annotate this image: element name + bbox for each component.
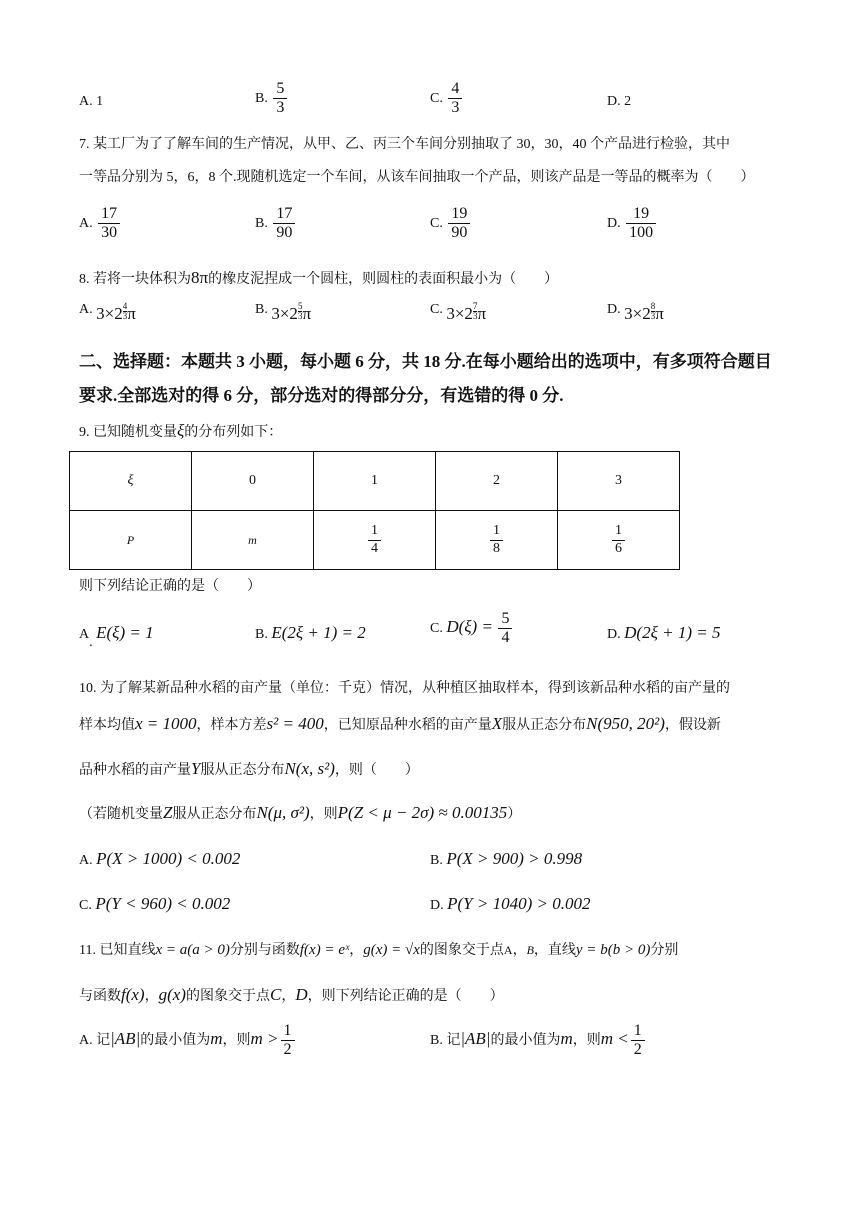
table-cell xyxy=(314,511,436,570)
fraction xyxy=(448,80,462,118)
fraction xyxy=(498,610,512,648)
q10-stem-line2 xyxy=(79,714,721,734)
q10-stem-line3 xyxy=(79,759,419,779)
normal-distribution: N(μ, σ²) xyxy=(256,803,310,822)
q10-stem-line1: 10. 为了解某新品种水稻的亩产量（单位：千克）情况，从种植区抽取样本，得到该新品种水稻的亩产量的 xyxy=(79,681,730,696)
stem-text: 服从正态分布 xyxy=(200,763,285,778)
q9-followup: 则下列结论正确的是（ ） xyxy=(79,579,261,594)
option-expression: P(Y < 960) < 0.002 xyxy=(95,894,231,913)
stem-text: 的最小值为 xyxy=(140,1033,211,1049)
exp-den: 3 xyxy=(472,311,478,321)
q6-option-c xyxy=(430,80,464,118)
abs-ab: |AB| xyxy=(110,1029,141,1049)
line-equation: y = b(b > 0) xyxy=(575,942,651,958)
option-label: A. xyxy=(79,302,93,317)
option-label: C. xyxy=(430,621,443,637)
option-label: B. xyxy=(255,216,268,232)
stem-text: ，则 xyxy=(309,807,338,822)
option-label: C. xyxy=(430,91,443,107)
q9-option-d xyxy=(607,623,720,643)
q9-option-c xyxy=(430,610,514,648)
sample-mean: x = 1000 xyxy=(135,714,197,733)
numerator: 1 xyxy=(615,523,622,539)
numerator: 1 xyxy=(493,523,500,539)
pi: π xyxy=(127,304,136,323)
stem-text: 与函数 xyxy=(79,989,121,1004)
stem-text: 分别与函数 xyxy=(229,943,300,958)
q7-option-d xyxy=(607,205,658,243)
normal-distribution: N(950, 20²) xyxy=(586,714,665,733)
variable-xi: ξ xyxy=(177,421,185,440)
table-row-probabilities xyxy=(70,511,680,570)
option-label: B. xyxy=(255,91,268,107)
stem-text: ， xyxy=(512,943,527,958)
stem-text: 的橡皮泥捏成一个圆柱，则圆柱的表面积最小为（ ） xyxy=(208,272,559,287)
variable-z: Z xyxy=(163,803,173,822)
option-expression: D(2ξ + 1) = 5 xyxy=(624,623,721,642)
fraction xyxy=(98,205,120,243)
denominator: 8 xyxy=(490,540,503,557)
line-equation: x = a(a > 0) xyxy=(155,942,230,958)
option-label: A. 记 xyxy=(79,1033,111,1049)
point-d: D xyxy=(295,985,308,1004)
stem-text: 的分布列如下： xyxy=(184,425,283,440)
stem-text: ，则 xyxy=(572,1033,601,1049)
option-dot: . xyxy=(89,635,93,650)
table-cell: 1 xyxy=(314,452,436,511)
stem-text: ，已知原品种水稻的亩产量 xyxy=(323,718,492,733)
exp-den: 3 xyxy=(650,311,656,321)
q10-option-b xyxy=(430,849,582,869)
numerator: 19 xyxy=(633,205,650,222)
q8-option-d xyxy=(607,302,664,324)
fraction xyxy=(490,523,503,556)
stem-text: （若随机变量 xyxy=(79,807,163,822)
option-label: B. 记 xyxy=(430,1033,461,1049)
fraction xyxy=(273,205,295,243)
inequality: m < xyxy=(600,1029,629,1049)
stem-text: 9. 已知随机变量 xyxy=(79,425,177,440)
numerator: 5 xyxy=(276,80,285,97)
table-cell: ξ xyxy=(70,452,192,511)
point-b: B xyxy=(526,943,534,957)
q9-option-a xyxy=(79,623,154,650)
exp-num: 7 xyxy=(472,301,478,311)
q10-option-c xyxy=(79,894,230,914)
inequality: m > xyxy=(250,1029,279,1049)
section-heading-line2: 要求.全部选对的得 6 分，部分选对的得部分分，有选错的得 0 分. xyxy=(79,386,564,405)
denominator: 90 xyxy=(273,223,295,242)
fraction xyxy=(448,205,470,243)
point-a: A xyxy=(503,943,513,957)
option-label: D. xyxy=(607,302,621,317)
table-cell: 2 xyxy=(436,452,558,511)
option-label: A xyxy=(79,627,90,642)
function-f: f(x) = eˣ xyxy=(299,942,350,958)
exp-num: 5 xyxy=(297,301,303,311)
q7-option-c xyxy=(430,205,472,243)
q9-stem xyxy=(79,421,282,441)
numerator: 1 xyxy=(633,1022,642,1039)
numerator: 1 xyxy=(283,1022,292,1039)
volume-value: 8π xyxy=(191,268,209,287)
numerator: 17 xyxy=(276,205,293,222)
numerator: 4 xyxy=(451,80,460,97)
stem-text: ， xyxy=(281,989,296,1004)
option-expression: D(ξ) = xyxy=(446,617,493,637)
q7-stem-line1: 7. 某工厂为了了解车间的生产情况，从甲、乙、丙三个车间分别抽取了 30，30，40 个产品进行检验，其中 xyxy=(79,137,730,152)
stem-text: ，则（ ） xyxy=(334,763,419,778)
option-label: C. xyxy=(79,898,92,913)
base: 3×2 xyxy=(96,304,123,323)
function-f: f(x) xyxy=(121,985,145,1004)
q8-stem xyxy=(79,268,558,288)
stem-text: ，样本方差 xyxy=(196,718,267,733)
q11-option-a xyxy=(79,1022,297,1060)
denominator: 2 xyxy=(631,1040,645,1059)
q7-option-b xyxy=(255,205,297,243)
q6-option-d: D. 2 xyxy=(607,94,632,109)
fraction xyxy=(281,1022,295,1060)
variable-x: X xyxy=(491,714,503,733)
denominator: 100 xyxy=(626,223,656,242)
function-g: g(x) = √x xyxy=(363,942,420,958)
q8-option-a xyxy=(79,302,136,324)
denominator: 3 xyxy=(273,98,287,117)
option-expression: E(2ξ + 1) = 2 xyxy=(271,623,366,642)
stem-text: 的图象交于点 xyxy=(185,989,270,1004)
stem-text: 服从正态分布 xyxy=(172,807,257,822)
exp-num: 4 xyxy=(122,301,128,311)
denominator: 30 xyxy=(98,223,120,242)
numerator: 5 xyxy=(501,610,510,627)
denominator: 3 xyxy=(448,98,462,117)
q11-option-b xyxy=(430,1022,647,1060)
q10-option-d xyxy=(430,894,590,914)
q11-stem-line2 xyxy=(79,985,504,1005)
numerator: 1 xyxy=(371,523,378,539)
option-label: B. xyxy=(255,302,268,317)
option-label: D. xyxy=(607,216,621,232)
fraction xyxy=(626,205,656,243)
q10-note xyxy=(79,803,521,823)
pi: π xyxy=(477,304,487,323)
stem-text: 分别 xyxy=(650,943,679,958)
fraction xyxy=(631,1022,645,1060)
q6-option-a: A. 1 xyxy=(79,94,104,109)
base: 3×2 xyxy=(446,304,473,323)
stem-text: ，则下列结论正确的是（ ） xyxy=(307,989,504,1004)
exp-den: 3 xyxy=(122,311,128,321)
point-c: C xyxy=(269,985,282,1004)
denominator: 2 xyxy=(281,1040,295,1059)
stem-text: ，则 xyxy=(222,1033,251,1049)
fraction xyxy=(273,80,287,118)
stem-text: ，直线 xyxy=(533,943,576,958)
variable-m: m xyxy=(210,1029,223,1049)
denominator: 90 xyxy=(448,223,470,242)
table-cell: 3 xyxy=(558,452,680,511)
option-label: D. xyxy=(607,627,621,642)
q7-option-a xyxy=(79,205,122,243)
q10-option-a xyxy=(79,849,240,869)
denominator: 4 xyxy=(498,628,512,647)
numerator: 19 xyxy=(451,205,468,222)
variable-y: Y xyxy=(191,759,201,778)
q7-stem-line2: 一等品分别为 5，6，8 个.现随机选定一个车间，从该车间抽取一个产品，则该产品是一等品的概率为（ ） xyxy=(79,170,755,185)
option-expression: E(ξ) = 1 xyxy=(96,623,154,642)
stem-text: 服从正态分布 xyxy=(502,718,587,733)
pi: π xyxy=(655,304,664,323)
q8-option-b xyxy=(255,302,311,324)
pi: π xyxy=(302,304,312,323)
denominator: 6 xyxy=(612,540,625,557)
table-cell: m xyxy=(192,511,314,570)
probability-expression: P(Z < μ − 2σ) ≈ 0.00135 xyxy=(337,803,508,822)
table-cell: P xyxy=(70,511,192,570)
option-label: C. xyxy=(430,302,443,317)
exp-den: 3 xyxy=(297,311,303,321)
q9-option-b xyxy=(255,623,366,643)
table-row-values xyxy=(70,452,680,511)
stem-text: 8. 若将一块体积为 xyxy=(79,272,191,287)
option-label: B. xyxy=(255,627,268,642)
function-g: g(x) xyxy=(158,985,186,1004)
stem-text: ， xyxy=(349,943,364,958)
denominator: 4 xyxy=(368,540,381,557)
option-label: B. xyxy=(430,853,443,868)
option-expression: P(X > 900) > 0.998 xyxy=(446,849,583,868)
q6-option-b xyxy=(255,80,289,118)
abs-ab: |AB| xyxy=(460,1029,491,1049)
stem-text: 品种水稻的亩产量 xyxy=(79,763,191,778)
stem-text: 11. 已知直线 xyxy=(79,943,156,958)
table-cell xyxy=(436,511,558,570)
numerator: 17 xyxy=(101,205,118,222)
table-cell xyxy=(558,511,680,570)
q11-stem-line1 xyxy=(79,939,678,959)
stem-text: 的最小值为 xyxy=(490,1033,561,1049)
option-expression: P(Y > 1040) > 0.002 xyxy=(447,894,591,913)
variable-m: m xyxy=(560,1029,573,1049)
option-label: A. xyxy=(79,216,93,232)
option-expression: P(X > 1000) < 0.002 xyxy=(96,849,241,868)
stem-text: 的图象交于点 xyxy=(419,943,504,958)
distribution-table xyxy=(69,451,680,570)
fraction xyxy=(368,523,381,556)
base: 3×2 xyxy=(271,304,298,323)
base: 3×2 xyxy=(624,304,651,323)
fraction xyxy=(612,523,625,556)
normal-distribution: N(x, s²) xyxy=(284,759,335,778)
option-label: D. xyxy=(430,898,444,913)
section-heading-line1: 二、选择题：本题共 3 小题，每小题 6 分，共 18 分.在每小题给出的选项中，有多项符合题目 xyxy=(79,352,772,371)
option-label: C. xyxy=(430,216,443,232)
exp-num: 8 xyxy=(650,301,656,311)
stem-text: ） xyxy=(507,807,522,822)
sample-variance: s² = 400 xyxy=(266,714,324,733)
table-cell: 0 xyxy=(192,452,314,511)
q8-option-c xyxy=(430,302,486,324)
stem-text: ， xyxy=(144,989,159,1004)
option-label: A. xyxy=(79,853,93,868)
stem-text: ，假设新 xyxy=(664,718,721,733)
stem-text: 样本均值 xyxy=(79,718,135,733)
